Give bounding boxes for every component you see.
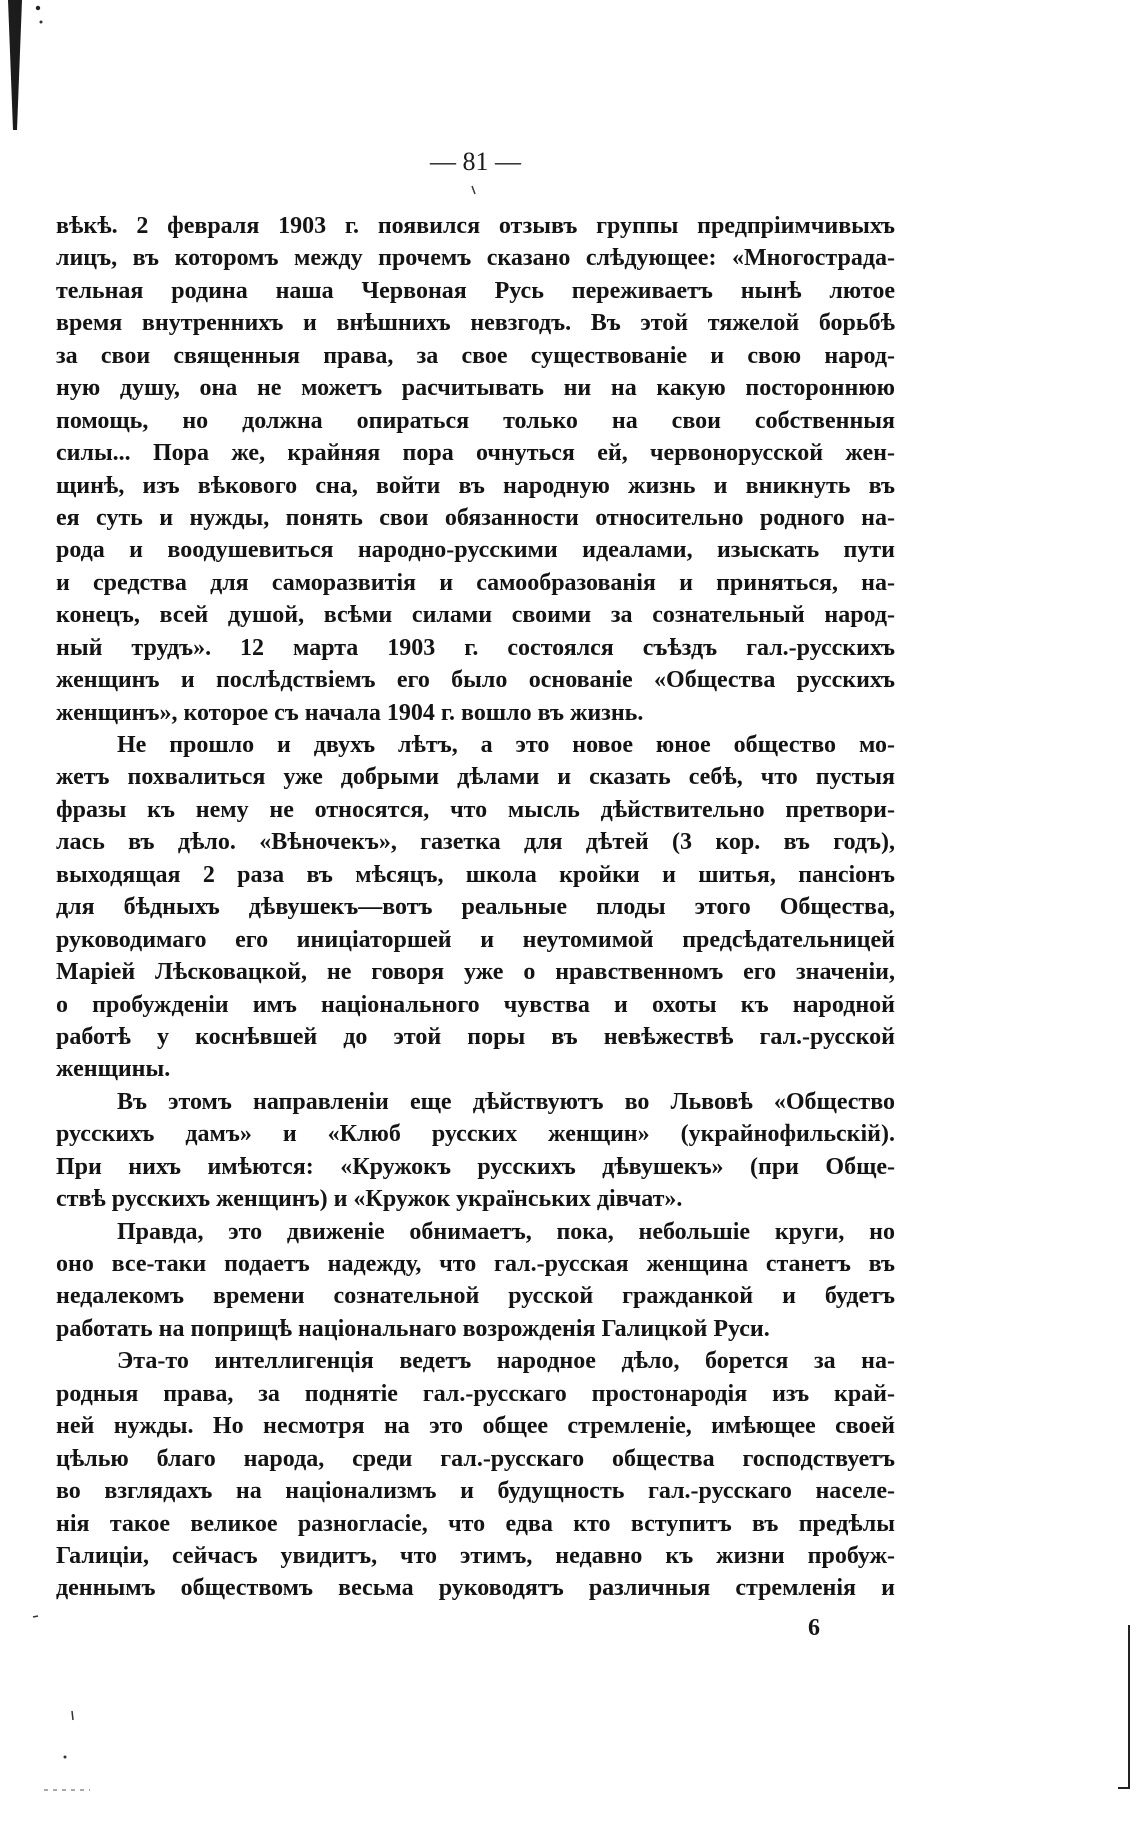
text-line: Галиціи, сейчасъ увидитъ, что этимъ, недавно къ жизни пробуж- <box>56 1542 895 1569</box>
text-line: ную душу, она не можетъ расчитывать ни на какую постороннюю <box>56 375 895 402</box>
paragraph <box>56 1345 895 1605</box>
paragraph <box>56 729 895 1086</box>
text-line: работать на поприщѣ національнаго возрожденія Галицкой Руси. <box>56 1315 770 1342</box>
text-line: деннымъ обществомъ весьма руководятъ различныя стремленія и <box>56 1575 895 1602</box>
text-line: и средства для саморазвитія и самообразованія и приняться, на- <box>56 569 895 596</box>
text-line: конецъ, всей душой, всѣми силами своими за сознательный народ- <box>56 602 895 629</box>
text-line: лась въ дѣло. «Вѣночекъ», газетка для дѣтей (3 кор. въ годъ), <box>56 829 895 856</box>
page-number: — 81 — <box>430 147 521 176</box>
text-line: о пробужденіи имъ національного чувства и охоты къ народной <box>56 991 895 1018</box>
text-line: ея суть и нужды, понять свои обязанности относительно родного на- <box>56 504 895 531</box>
text-line: женщины. <box>56 1056 171 1083</box>
text-line: Эта-то интеллигенція ведетъ народное дѣло, борется за на- <box>117 1348 895 1375</box>
text-line: вѣкѣ. 2 февраля 1903 г. появился отзывъ группы предпріимчивыхъ <box>56 213 895 239</box>
text-line: лицъ, въ которомъ между прочемъ сказано слѣдующее: «Многострада- <box>56 245 895 272</box>
text-line: тельная родина наша Червоная Русь переживаетъ нынѣ лютое <box>56 277 895 304</box>
signature-mark: 6 <box>808 1615 820 1641</box>
text-line: При нихъ имѣются: «Кружокъ русскихъ дѣвушекъ» (при Обще- <box>56 1153 895 1180</box>
page-body <box>56 210 895 1605</box>
scan-speck <box>33 1616 38 1617</box>
paragraph <box>56 210 895 729</box>
text-line: для бѣдныхъ дѣвушекъ—вотъ реальные плоды этого Общества, <box>56 894 895 921</box>
text-line: время внутреннихъ и внѣшнихъ невзгодъ. Въ этой тяжелой борьбѣ <box>56 310 895 337</box>
text-line: Правда, это движеніе обнимаетъ, пока, небольшіе круги, но <box>117 1218 895 1245</box>
text-line: цѣлью благо народа, среди гал.-русскаго общества господствуетъ <box>56 1445 895 1472</box>
scan-speck <box>64 1756 67 1759</box>
text-line: оно все-таки подаетъ надежду, что гал.-русская женщина станетъ въ <box>56 1251 895 1277</box>
text-line: во взглядахъ на націонализмъ и будущность гал.-русскаго населе- <box>56 1478 895 1505</box>
text-line: ный трудъ». 12 марта 1903 г. состоялся съѣздъ гал.-русскихъ <box>56 634 895 661</box>
text-line: ней нужды. Но несмотря на это общее стремленіе, имѣющее своей <box>56 1413 895 1440</box>
text-line: нія такое великое разногласіе, что едва кто вступитъ въ предѣлы <box>56 1510 895 1537</box>
scan-speck <box>72 1711 73 1720</box>
binding-shadow <box>8 0 22 130</box>
text-line: работѣ у коснѣвшей до этой поры въ невѣжествѣ гал.-русской <box>56 1023 895 1050</box>
text-line: щинѣ, изъ вѣкового сна, войти въ народную жизнь и вникнуть въ <box>56 472 895 499</box>
text-line: русскихъ дамъ» и «Клюб русских женщин» (украйнофильскій). <box>56 1121 895 1148</box>
text-line: фразы къ нему не относятся, что мысль дѣйствительно претвори- <box>56 796 895 823</box>
scan-speck <box>40 21 43 24</box>
paragraph <box>56 1216 895 1346</box>
text-line: рода и воодушевиться народно-русскими идеалами, изыскать пути <box>56 537 895 564</box>
text-line: Въ этомъ направленіи еще дѣйствуютъ во Львовѣ «Общество <box>117 1088 895 1115</box>
text-line: ствѣ русскихъ женщинъ) и «Кружок українських дівчат». <box>56 1186 683 1213</box>
text-line: Не прошло и двухъ лѣтъ, а это новое юное общество мо- <box>117 732 895 758</box>
text-line: выходящая 2 раза въ мѣсяцъ, школа кройки и шитья, пансіонъ <box>56 861 895 888</box>
text-line: силы... Пора же, крайняя пора очнуться ей, червонорусской жен- <box>56 440 895 467</box>
text-line: за свои священныя права, за свое существованіе и свою народ- <box>56 342 895 369</box>
text-line: женщинъ и послѣдствіемъ его было основаніе «Общества русскихъ <box>56 667 895 694</box>
text-line: женщинъ», которое съ начала 1904 г. вошло въ жизнь. <box>56 699 644 726</box>
text-line: жетъ похвалиться уже добрыми дѣлами и сказать себѣ, что пустыя <box>56 764 895 791</box>
text-line: родныя права, за поднятіе гал.-русскаго простонародія изъ край- <box>56 1380 895 1407</box>
text-line: помощь, но должна опираться только на свои собственныя <box>56 407 895 434</box>
scan-speck <box>472 186 475 194</box>
paragraph <box>56 1086 895 1216</box>
text-line: Маріей Лѣсковацкой, не говоря уже о нравственномъ его значеніи, <box>56 959 895 986</box>
text-line: недалекомъ времени сознательной русской гражданкой и будетъ <box>56 1283 895 1310</box>
text-line: руководимаго его иниціаторшей и неутомимой предсѣдательницей <box>56 926 895 953</box>
scan-speck <box>36 6 40 10</box>
